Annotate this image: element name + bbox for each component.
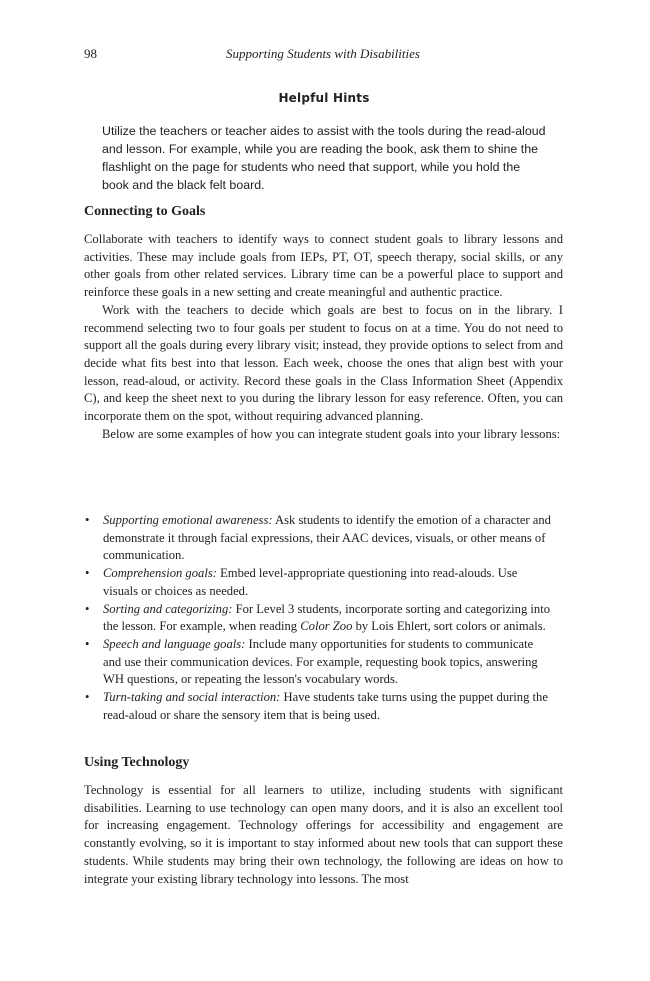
list-item <box>84 636 554 689</box>
goal-examples-list <box>84 512 554 724</box>
helpful-hints-title: Helpful Hints <box>278 91 370 105</box>
list-item-text: Have students take turns using the puppet during the read-aloud or share the sensory item that is being used. <box>103 690 548 722</box>
list-item-lead: Speech and language goals: <box>103 636 246 651</box>
list-item-text: For Level 3 students, incorporate sorting and categorizing into the lesson. For example, when reading <box>103 601 551 634</box>
list-item-lead: Sorting and categorizing: <box>103 601 233 616</box>
paragraph: Work with the teachers to decide which goals are best to focus on in the library. I recommend selecting two to four goals per student to focus on at a time. You do not need to support all the goals during every library visit; instead, they provide options to select from and decide what fits best into that lesson. Each week, choose the ones that align best with your lesson, read-aloud, or activity. Record these goals in the Class Information Sheet (Appendix C), and keep the sheet next to you during the library lesson for easy reference. Often, you can incorporate them on the spot, without requiring advanced planning. <box>84 302 563 424</box>
list-item-lead: Turn-taking and social interaction: <box>103 690 281 705</box>
bullet-marker: • <box>85 513 90 527</box>
list-item <box>84 512 554 565</box>
page-header <box>84 46 562 66</box>
list-item <box>84 601 554 636</box>
list-item-lead: Supporting emotional awareness: <box>103 513 273 527</box>
paragraph: Below are some examples of how you can integrate student goals into your library lessons: <box>102 426 561 441</box>
bullet-marker: • <box>85 566 90 581</box>
using-technology-body <box>84 782 563 888</box>
paragraph: Technology is essential for all learners to utilize, including students with significant disabilities. Learning to use technology can open many doors, and it is also an excellent tool for increasing engagement. Technology offerings for accessibility and engagement are constantly evolving, so it is important to stay informed about new tools that can support these students. While students may bring their own technology, the following are ideas on how to integrate your existing library technology into lessons. The most <box>84 783 563 886</box>
list-item-text: by Lois Ehlert, sort colors or animals. <box>355 619 546 634</box>
connecting-to-goals-heading: Connecting to Goals <box>84 204 206 219</box>
page-number: 98 <box>84 46 97 61</box>
list-item <box>84 689 554 724</box>
connecting-to-goals-body <box>84 231 563 443</box>
list-item <box>84 565 554 600</box>
bullet-marker: • <box>85 636 90 651</box>
bullet-marker: • <box>85 690 90 705</box>
list-item-text: Embed level-appropriate questioning into read-alouds. Use visuals or choices as needed. <box>103 566 518 598</box>
bullet-marker: • <box>85 601 90 616</box>
list-item-lead: Comprehension goals: <box>103 566 217 581</box>
paragraph: Collaborate with teachers to identify ways to connect student goals to library lessons and activities. These may include goals from IEPs, PT, OT, speech therapy, social skills, or any other goals from other related services. Library time can be a powerful place to support and reinforce these goals in a new setting and create meaningful and authentic practice. <box>84 232 563 300</box>
using-technology-heading: Using Technology <box>84 755 190 770</box>
list-item-text: Ask students to identify the emotion of a character and demonstrate it through facial expressions, their AAC devices, visuals, or other means of communication. <box>103 513 551 563</box>
helpful-hints-body: Utilize the teachers or teacher aides to assist with the tools during the read-aloud and lesson. For example, while you are reading the book, ask them to shine the flashlight on the page for students who need that support, while you hold the book and the black felt board. <box>102 124 546 192</box>
running-title: Supporting Students with Disabilities <box>226 46 420 61</box>
book-title: Color Zoo <box>300 619 353 634</box>
list-item-text: Include many opportunities for students to communicate and use their communication devices. For example, requesting book topics, answering WH questions, or repeating the lesson's vocabulary words. <box>103 636 538 687</box>
